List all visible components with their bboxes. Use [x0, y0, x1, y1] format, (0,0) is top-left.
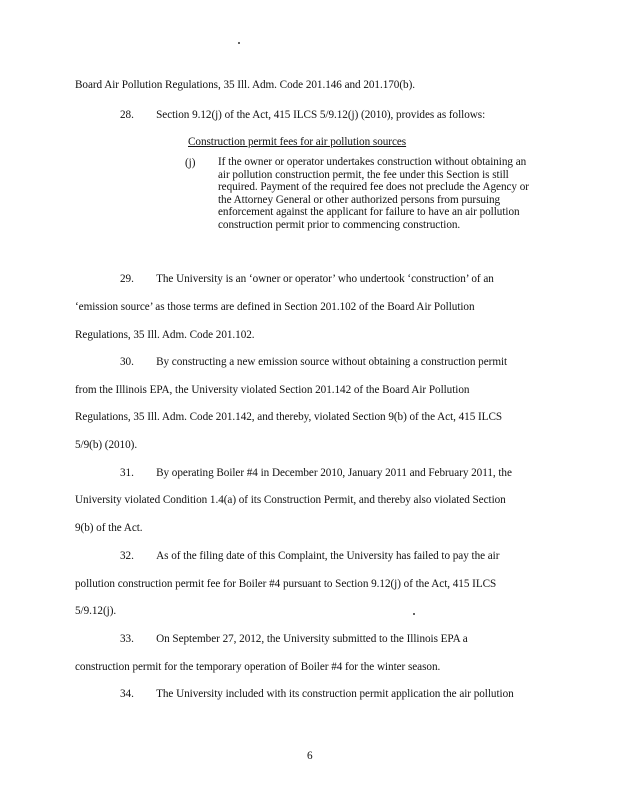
- paragraph-31: 31. By operating Boiler #4 in December 2010, January 2011 and February 2011, the: [120, 467, 512, 479]
- quote-label: (j): [185, 157, 196, 169]
- paragraph-32: 32. As of the filing date of this Complaint, the University has failed to pay the air: [120, 550, 500, 562]
- scan-speck: [238, 42, 240, 44]
- quote-heading: Construction permit fees for air pollution sources: [188, 136, 407, 148]
- body-line: construction permit for the temporary operation of Boiler #4 for the winter season.: [75, 661, 441, 673]
- body-line: University violated Condition 1.4(a) of its Construction Permit, and thereby also violated Section: [75, 494, 506, 506]
- body-line: pollution construction permit fee for Boiler #4 pursuant to Section 9.12(j) of the Act, 415 ILCS: [75, 578, 497, 590]
- body-line: Regulations, 35 Ill. Adm. Code 201.142, and thereby, violated Section 9(b) of the Act, 415 ILCS: [75, 411, 503, 423]
- body-line: Board Air Pollution Regulations, 35 Ill. Adm. Code 201.146 and 201.170(b).: [75, 79, 415, 91]
- body-line: from the Illinois EPA, the University violated Section 201.142 of the Board Air Pollution: [75, 384, 470, 396]
- quote-text: If the owner or operator undertakes construction without obtaining an air pollution construction permit, the fee under this Section is still required. Payment of the required fee does not preclude the Agency or the Attorney General or other authorized persons from pursuing enforcement against the applicant for failure to have an air pollution construction permit prior to commencing construction.: [218, 156, 529, 231]
- scan-speck: [413, 613, 415, 615]
- page-number: 6: [307, 750, 313, 762]
- body-line: 5/9.12(j).: [75, 605, 117, 617]
- paragraph-34: 34. The University included with its construction permit application the air pollution: [120, 688, 514, 700]
- paragraph-29: 29. The University is an ‘owner or operator’ who undertook ‘construction’ of an: [120, 273, 494, 285]
- paragraph-28: 28. Section 9.12(j) of the Act, 415 ILCS 5/9.12(j) (2010), provides as follows:: [120, 109, 486, 121]
- body-line: 9(b) of the Act.: [75, 522, 143, 534]
- body-line: ‘emission source’ as those terms are defined in Section 201.102 of the Board Air Pollution: [75, 301, 475, 313]
- paragraph-33: 33. On September 27, 2012, the University submitted to the Illinois EPA a: [120, 633, 468, 645]
- body-line: 5/9(b) (2010).: [75, 439, 138, 451]
- body-line: Regulations, 35 Ill. Adm. Code 201.102.: [75, 329, 255, 341]
- paragraph-30: 30. By constructing a new emission source without obtaining a construction permit: [120, 356, 508, 368]
